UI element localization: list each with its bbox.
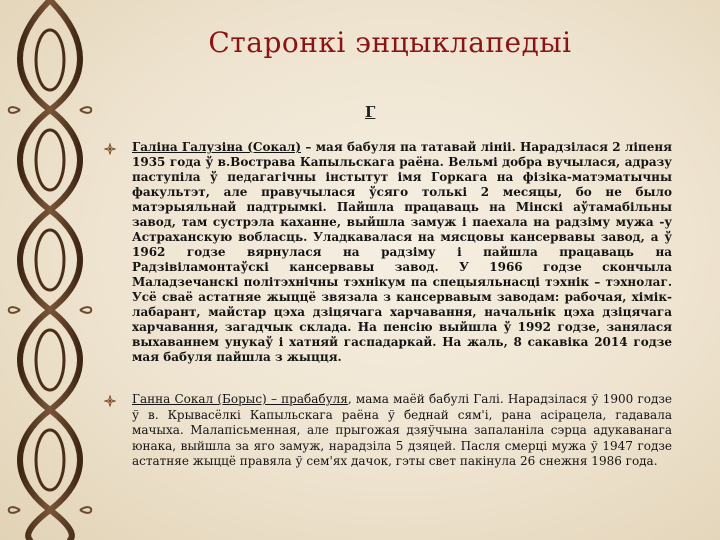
page-title: Старонкі энцыклапедыі [208,26,572,59]
entry-galina [132,140,672,365]
entry-hanna [132,392,672,470]
section-letter: Г [365,103,376,121]
entry-text: – мая бабуля па татавай лініі. Нарадзілася 2 ліпеня 1935 года ў в.Вострава Капыльскага раёна. Вельмі добра вучылася, адразу паступіла ў педагагічны інстытут імя Горкага на фізіка-матэматычны факультэт, але правучылася ўсяго толькі 2 месяцы, бо не было матэрыяльнай падтрымкі. Пайшла працаваць на Мінскі аўтамабільны завод, там сустрэла каханне, выйшла замуж і паехала на радзіму мужа -у Астраханскую вобласць. Уладкавалася на мясцовы кансервавы завод, а ў 1962 годзе вярнулася на радзіму і пайшла працаваць на Радзівіламонтаўскі кансервавы завод. У 1966 годзе скончыла Маладзечанскі політэхнічны тэхнікум па спецыяльнасці тэхнік – тэхнолаг. Усё сваё астатняе жыццё звязала з кансервавым заводам: рабочая, хімік-лабарант, майстар цэха дзіцячага харчавання, начальнік цэха дзіцячага харчавання, загадчык склада. На пенсію выйшла ў 1992 годзе, занялася выхаваннем унукаў і хатняй гаспадаркай. На жаль, 8 сакавіка 2014 годзе мая бабуля пайшла з жыцця. [132,140,672,364]
entry-name: Галіна Галузіна (Сокал) [132,140,302,154]
bullet-icon [104,143,116,155]
entry-text: , мама маёй бабулі Галі. Нарадзілася ў 1900 годзе ў в. Крывасёлкі Капыльскага раёна ў беднай сям'і, рана асірацела, гадавала мачыха. Малапісьменная, але прыгожая дзяўчына запаланіла сэрца адукаванага юнака, выйшла за яго замуж, нарадзіла 5 дзяцей. Пасля смерці мужа ў 1947 годзе астатняе жыццё правяла ў сем'ях дачок, гэты свет пакінула 26 снежня 1986 года. [132,392,672,468]
entry-name: Ганна Сокал (Борыс) – прабабуля [132,392,348,406]
celtic-knot-ornament [0,0,100,540]
bullet-icon [104,395,116,407]
